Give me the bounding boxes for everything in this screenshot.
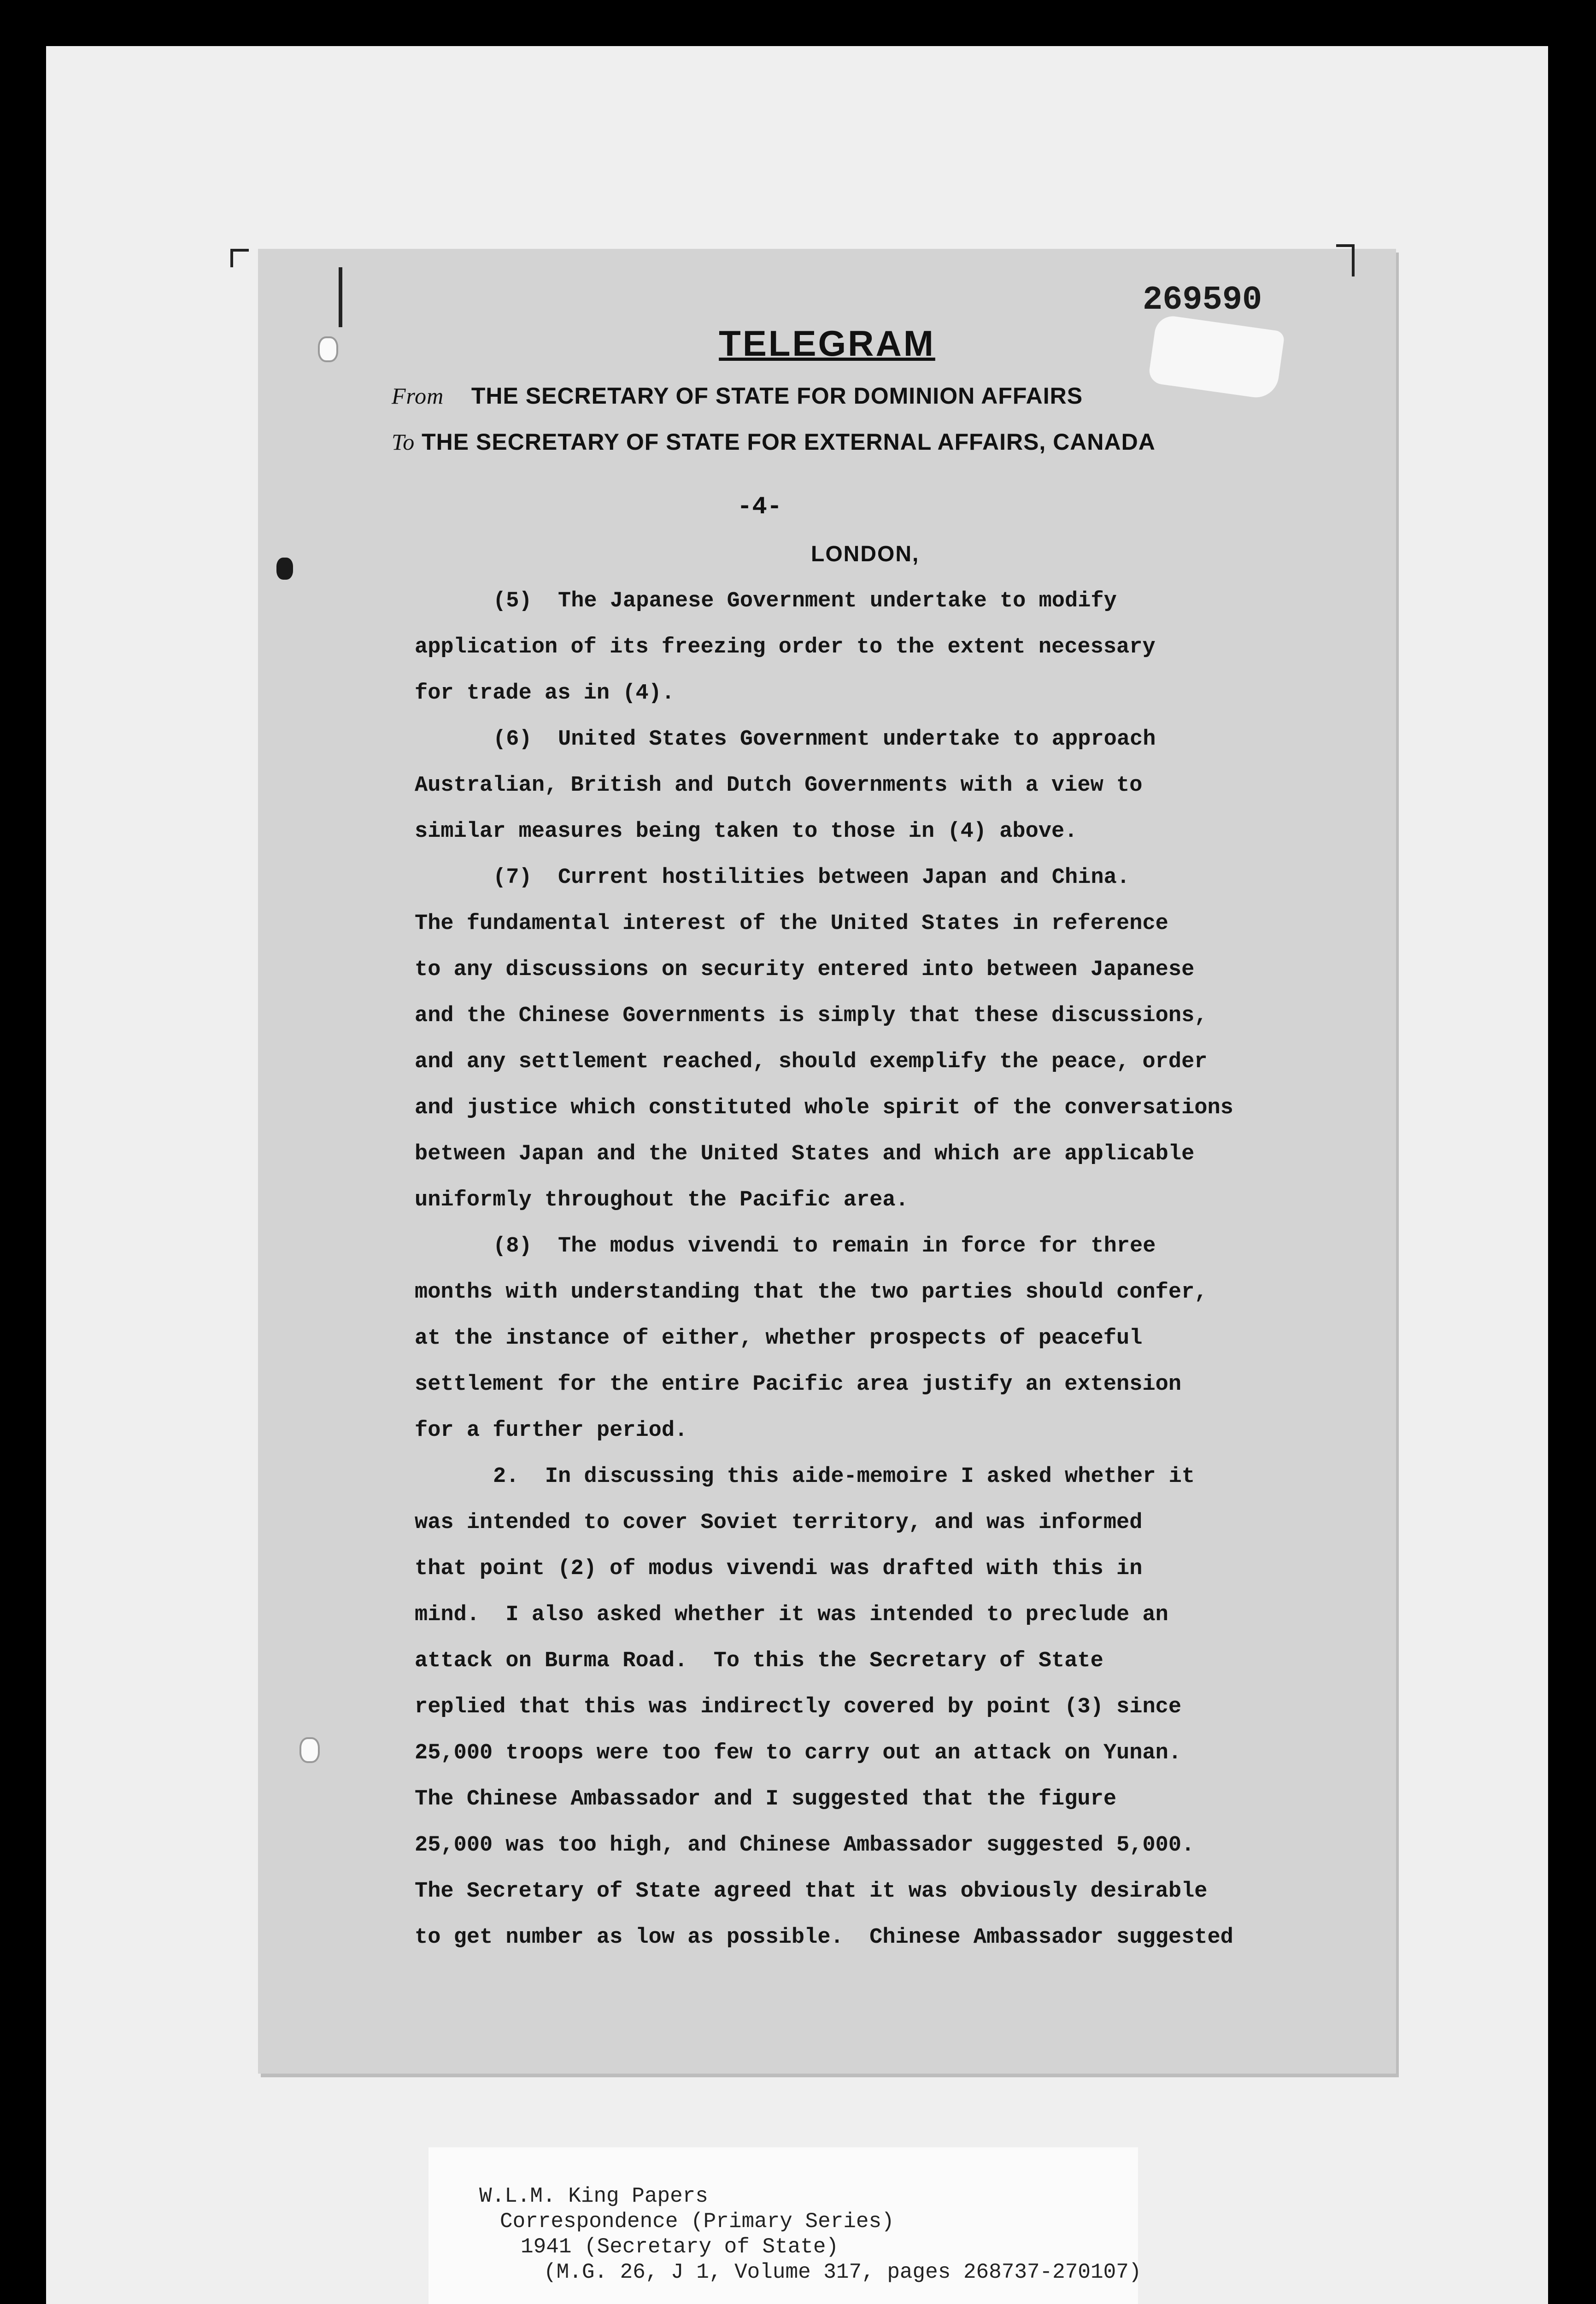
from-label: From [392,383,444,409]
body-line: 25,000 was too high, and Chinese Ambassador suggested 5,000. [415,1833,1195,1857]
corner-mark [230,249,233,267]
body-line: (5) The Japanese Government undertake to modify [493,589,1117,613]
body-line: 2. In discussing this aide-memoire I asked whether it [493,1464,1195,1489]
body-line: months with understanding that the two parties should confer, [415,1280,1208,1305]
body-line: attack on Burma Road. To this the Secretary of State [415,1649,1103,1673]
body-line: Australian, British and Dutch Governments with a view to [415,773,1143,798]
body-line: at the instance of either, whether prospects of peaceful [415,1326,1143,1351]
corner-mark [1352,244,1355,276]
body-line: (8) The modus vivendi to remain in force for three [493,1234,1156,1258]
body-line: uniformly throughout the Pacific area. [415,1188,909,1212]
to-text: THE SECRETARY OF STATE FOR EXTERNAL AFFAIRS, CANADA [422,429,1156,455]
card-line: Correspondence (Primary Series) [500,2210,894,2233]
punch-hole [276,558,293,580]
card-line: 1941 (Secretary of State) [521,2235,839,2259]
body-line: 25,000 troops were too few to carry out an attack on Yunan. [415,1741,1182,1765]
binding-mark [339,267,342,327]
body-line: The Secretary of State agreed that it was obviously desirable [415,1879,1208,1904]
body-line: The fundamental interest of the United States in reference [415,911,1168,936]
reference-card [428,2147,1142,2304]
from-text: THE SECRETARY OF STATE FOR DOMINION AFFAIRS [471,383,1083,409]
from-line [392,382,1083,409]
body-line: that point (2) of modus vivendi was drafted with this in [415,1557,1143,1581]
punch-hole [299,1737,320,1763]
body-line: application of its freezing order to the extent necessary [415,635,1156,659]
body-line: settlement for the entire Pacific area justify an extension [415,1372,1182,1397]
body-line: to any discussions on security entered into between Japanese [415,958,1195,982]
body-line: between Japan and the United States and which are applicable [415,1142,1195,1166]
body-line: for a further period. [415,1418,688,1443]
body-line: (6) United States Government undertake to approach [493,727,1156,752]
sheet-number: 269590 [1143,281,1262,319]
card-line: (M.G. 26, J 1, Volume 317, pages 268737-270107) [544,2260,1142,2284]
corner-mark [230,249,249,252]
body-line: mind. I also asked whether it was intended to preclude an [415,1603,1168,1627]
body-line: replied that this was indirectly covered by point (3) since [415,1695,1182,1719]
body-line: and justice which constituted whole spirit of the conversations [415,1096,1233,1120]
body-line: to get number as low as possible. Chinese Ambassador suggested [415,1925,1233,1950]
body-line: (7) Current hostilities between Japan and China. [493,865,1130,890]
card-line: W.L.M. King Papers [479,2184,708,2208]
body-line: similar measures being taken to those in (4) above. [415,819,1078,844]
body-line: The Chinese Ambassador and I suggested that the figure [415,1787,1117,1811]
telegram-body [415,578,1359,1961]
to-line [392,429,1156,455]
body-line: for trade as in (4). [415,681,675,705]
body-line: was intended to cover Soviet territory, and was informed [415,1511,1143,1535]
body-line: and the Chinese Governments is simply that these discussions, [415,1004,1208,1028]
page-number: -4- [737,493,782,521]
telegram-title: TELEGRAM [719,323,935,364]
place-line: LONDON, [811,542,920,566]
body-line: and any settlement reached, should exemplify the peace, order [415,1050,1208,1074]
to-label: To [392,429,415,455]
